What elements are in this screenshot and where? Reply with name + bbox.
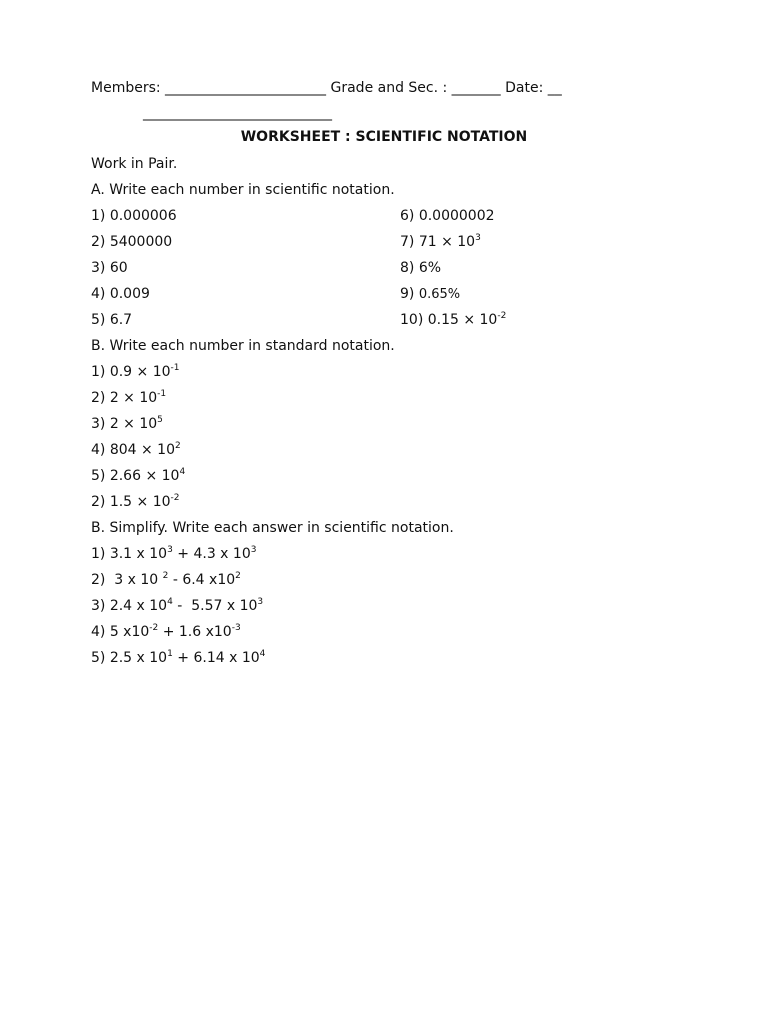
question-a-item (400, 285, 460, 304)
item-text: 2) 2 × 10 (91, 390, 158, 406)
question-b-item (91, 441, 181, 459)
item-text: + 4.3 x 10 (172, 546, 251, 562)
question-b-item (91, 389, 166, 407)
item-text: 7) 71 × 10 (400, 234, 476, 250)
item-text: 1) 0.000006 (91, 208, 177, 224)
item-text: 5) 2.66 × 10 (91, 468, 180, 484)
exponent: 4 (179, 467, 186, 477)
exponent: -2 (170, 493, 180, 503)
exponent: 3 (475, 233, 481, 243)
question-c-item (91, 571, 241, 589)
item-text: 9) (400, 286, 419, 302)
item-text: 5) 2.5 x 10 (91, 650, 168, 666)
item-text: 4) 804 × 10 (91, 442, 175, 458)
item-text: 10) 0.15 × 10 (400, 312, 498, 328)
question-b-item (91, 415, 163, 433)
item-text: 1) 3.1 x 10 (91, 546, 168, 562)
exponent: 2 (235, 571, 241, 581)
exponent: -3 (231, 623, 241, 633)
question-a-item (91, 207, 177, 225)
question-b-item (91, 493, 180, 511)
question-a-item (91, 259, 128, 277)
item-text: - 6.4 x10 (168, 572, 236, 588)
exponent: -2 (497, 311, 507, 321)
page-title: WORKSHEET : SCIENTIFIC NOTATION (240, 129, 528, 145)
question-a-item (400, 207, 495, 225)
item-text: 3) 2.4 x 10 (91, 598, 168, 614)
item-text: 4) 5 x10 (91, 624, 150, 640)
exponent: -2 (149, 623, 159, 633)
question-a-item (400, 311, 506, 329)
question-a-item (91, 233, 172, 251)
exponent: 2 (162, 571, 169, 581)
header-members-grade-date: Members: _______________________ Grade and Sec. : _______ Date: __ (91, 80, 562, 96)
exponent: 3 (257, 597, 264, 607)
item-text: 5) 6.7 (91, 312, 133, 328)
item-text: - 5.57 x 10 (172, 598, 258, 614)
question-a-item (400, 233, 481, 251)
instruction: Work in Pair. (91, 156, 178, 172)
exponent: 3 (250, 545, 257, 555)
exponent: 4 (167, 597, 173, 607)
exponent: 4 (259, 649, 266, 659)
item-text: 8) 6% (400, 260, 442, 276)
exponent: 5 (157, 415, 163, 425)
section-a-heading: A. Write each number in scientific notation. (91, 182, 395, 198)
exponent: 1 (167, 649, 173, 659)
header-blank-line: ___________________________ (143, 105, 332, 121)
item-text: 6) 0.0000002 (400, 208, 495, 224)
section-c-heading: B. Simplify. Write each answer in scientific notation. (91, 520, 454, 536)
item-text: 2) 3 x 10 (91, 572, 163, 588)
item-text: + 6.14 x 10 (172, 650, 260, 666)
question-c-item (91, 623, 241, 641)
exponent: -1 (170, 363, 180, 373)
question-c-item (91, 545, 256, 563)
item-text: + 1.6 x10 (158, 624, 232, 640)
item-text: 0.65% (418, 287, 461, 302)
question-a-item (91, 311, 132, 329)
section-b-heading: B. Write each number in standard notation. (91, 338, 395, 354)
question-b-item (91, 467, 185, 485)
question-c-item (91, 597, 263, 615)
item-text: 3) 2 × 10 (91, 416, 158, 432)
exponent: 2 (175, 441, 181, 451)
item-text: 2) 1.5 × 10 (91, 494, 171, 510)
item-text: 2) 5400000 (91, 234, 173, 250)
item-text: 4) 0.009 (91, 286, 150, 302)
exponent: -1 (157, 389, 167, 399)
exponent: 3 (167, 545, 173, 555)
item-text: 1) 0.9 × 10 (91, 364, 171, 380)
question-b-item (91, 363, 180, 381)
item-text: 3) 60 (91, 260, 128, 276)
question-c-item (91, 649, 265, 667)
question-a-item (400, 259, 441, 277)
question-a-item (91, 285, 150, 303)
